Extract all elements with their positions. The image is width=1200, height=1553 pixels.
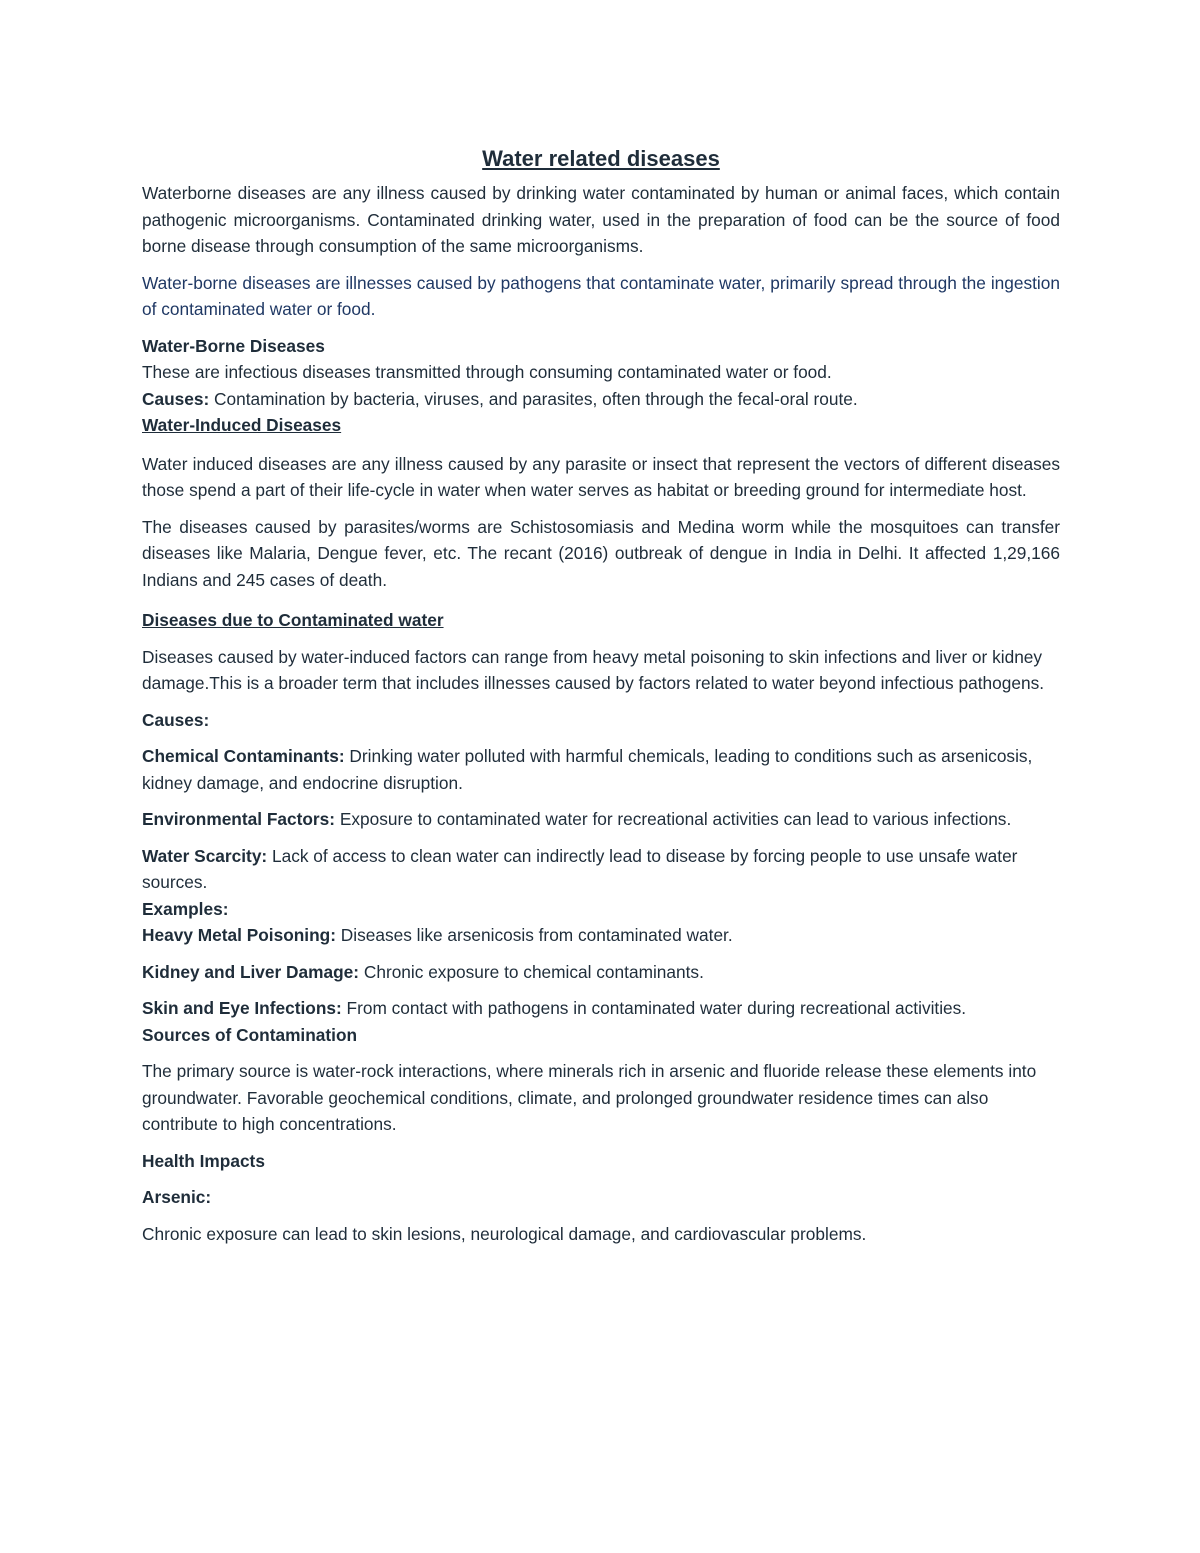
sources-text: The primary source is water-rock interactions, where minerals rich in arsenic and fluoride release these elements into groundwater. Favorable geochemical conditions, climate, and prolonged groundwater residence times can also contribute to high concentrations. — [142, 1061, 1037, 1134]
waterborne-text: These are infectious diseases transmitted through consuming contaminated water or food. — [142, 362, 832, 382]
waterinduced-paragraph: The diseases caused by parasites/worms are Schistosomiasis and Medina worm while the mosquitoes can transfer diseases like Malaria, Dengue fever, etc. The recant (2016) outbreak of dengue in India in Delhi. It affected 1,29,166 Indians and 245 cases of death. — [142, 516, 1060, 590]
contaminated-text: Diseases caused by water-induced factors can range from heavy metal poisoning to skin infections and liver or kidney damage.This is a broader term that includes illnesses caused by factors related to water beyond infectious pathogens. — [142, 646, 1045, 693]
intro-paragraph: Waterborne diseases are any illness caused by drinking water contaminated by human or animal faces, which contain pathogenic microorganisms. Contaminated drinking water, used in the preparation of food can be the source of food borne disease through consumption of the same microorganisms. — [142, 183, 1060, 256]
page-title: Water related diseases — [482, 146, 720, 171]
intro-paragraph: Water-borne diseases are illnesses caused by pathogens that contaminate water, primarily spread through the ingestion of contaminated water or food. — [142, 272, 1060, 319]
example-item — [142, 959, 1060, 986]
example-label: Kidney and Liver Damage: — [142, 961, 360, 982]
cause-text: Exposure to contaminated water for recreational activities can lead to various infections. — [335, 809, 1012, 829]
arsenic-heading: Arsenic: — [142, 1187, 212, 1207]
cause-item — [142, 806, 1060, 833]
arsenic-text: Chronic exposure can lead to skin lesions, neurological damage, and cardiovascular problems. — [142, 1223, 867, 1244]
causes-text: Contamination by bacteria, viruses, and parasites, often through the fecal-oral route. — [209, 388, 858, 409]
examples-heading: Examples: — [142, 898, 229, 919]
cause-label: Chemical Contaminants: — [142, 746, 345, 766]
waterborne-causes — [142, 386, 1060, 413]
health-heading: Health Impacts — [142, 1150, 265, 1171]
example-text: Diseases like arsenicosis from contaminated water. — [335, 925, 733, 945]
example-label: Heavy Metal Poisoning: — [142, 925, 336, 945]
cause-label: Water Scarcity: — [142, 845, 268, 866]
example-item — [142, 995, 1060, 1022]
cause-item — [142, 843, 1060, 896]
example-label: Skin and Eye Infections: — [142, 998, 342, 1018]
example-text: Chronic exposure to chemical contaminants. — [359, 961, 704, 982]
contaminated-heading: Diseases due to Contaminated water — [142, 610, 444, 630]
cause-item — [142, 743, 1060, 796]
waterborne-heading: Water-Borne Diseases — [142, 335, 325, 356]
cause-text: Drinking water polluted with harmful chemicals, leading to conditions such as arsenicosis, kidney damage, and endocrine disruption. — [142, 746, 1033, 793]
cause-text: Lack of access to clean water can indirectly lead to disease by forcing people to use unsafe water sources. — [142, 845, 1018, 892]
example-item — [142, 922, 1060, 949]
example-text: From contact with pathogens in contaminated water during recreational activities. — [341, 998, 967, 1018]
cause-label: Environmental Factors: — [142, 809, 336, 829]
waterinduced-heading: Water-Induced Diseases — [142, 415, 342, 435]
causes-heading: Causes: — [142, 709, 210, 730]
document-page — [142, 142, 1060, 1257]
waterinduced-paragraph: Water induced diseases are any illness caused by any parasite or insect that represent the vectors of different diseases those spend a part of their life-cycle in water when water serves as habitat or breeding ground for intermediate host. — [142, 453, 1060, 500]
causes-label: Causes: — [142, 388, 210, 409]
sources-heading: Sources of Contamination — [142, 1024, 358, 1045]
